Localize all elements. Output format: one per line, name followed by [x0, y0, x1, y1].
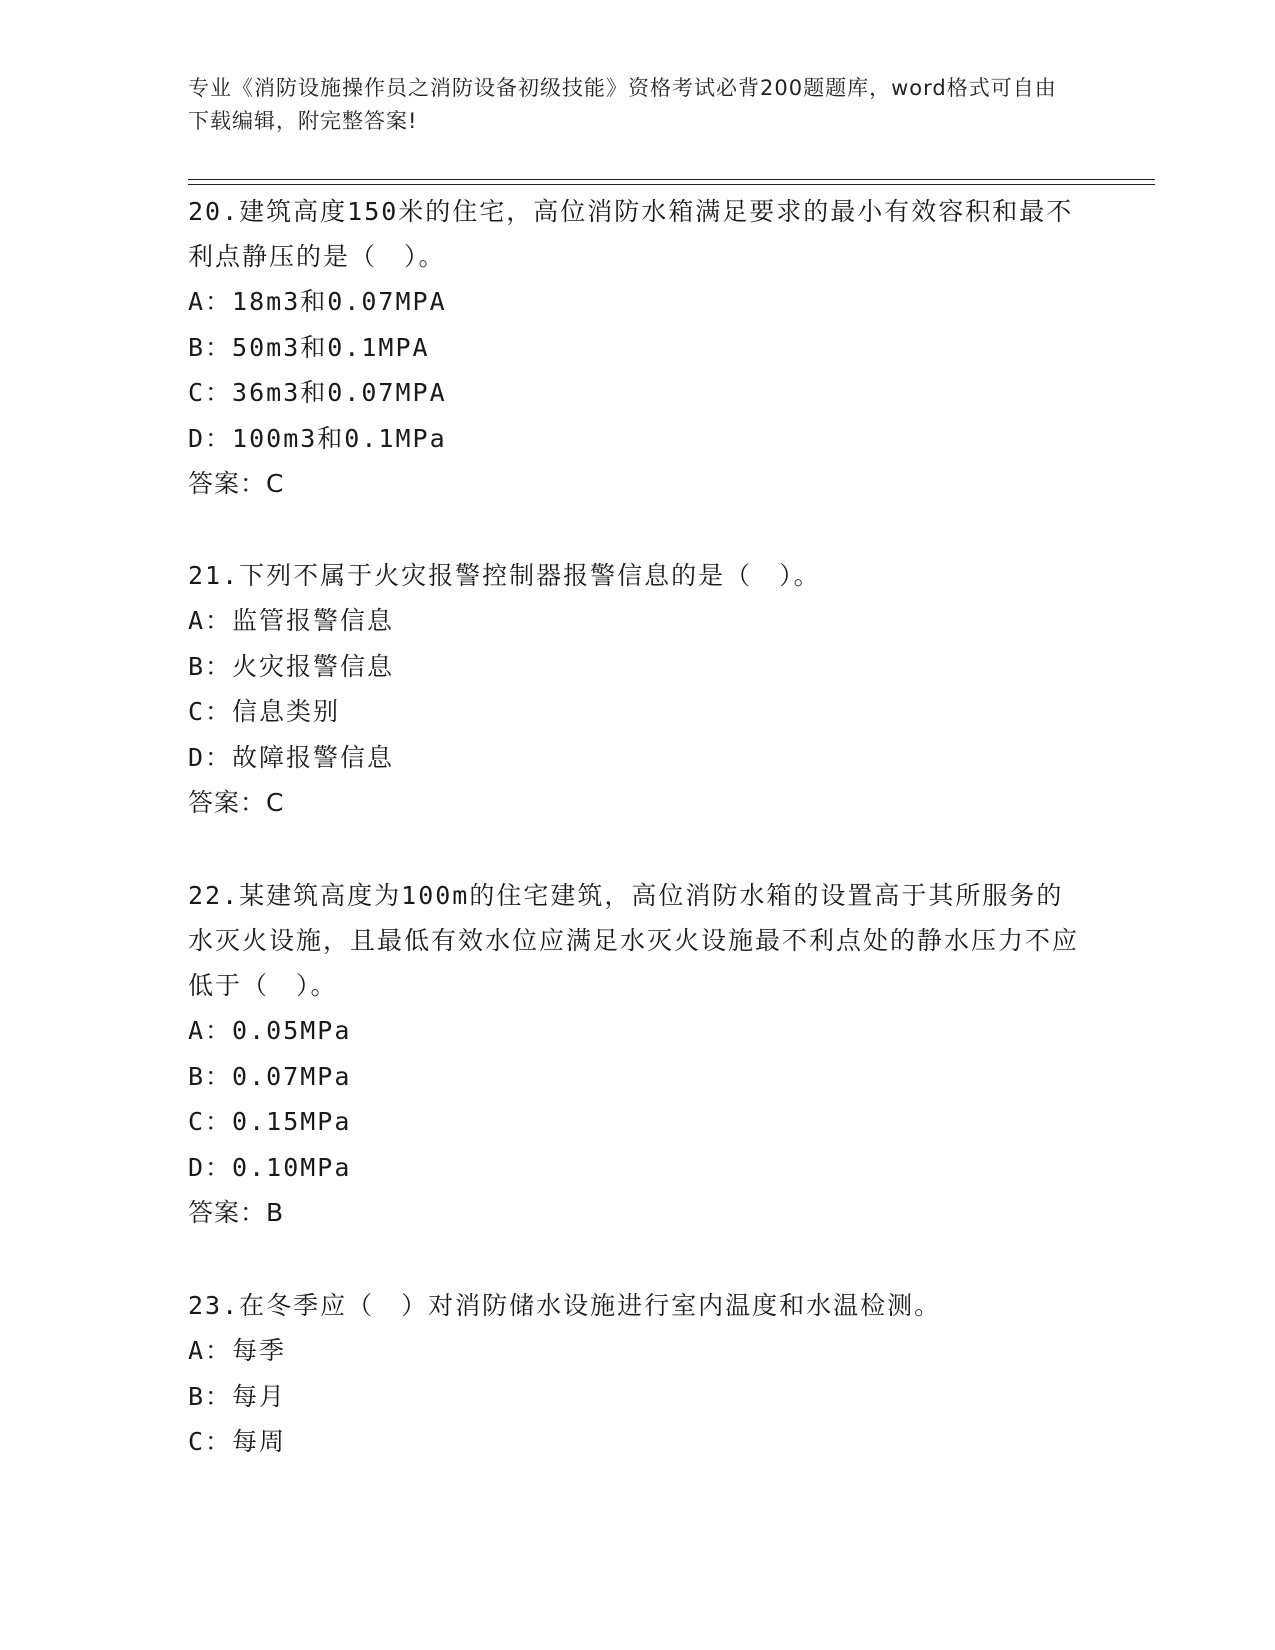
option-a: A：每季 — [188, 1336, 287, 1365]
answer: 答案：C — [188, 469, 285, 498]
question-20 — [188, 189, 1088, 506]
option-d: D：100m3和0.1MPa — [188, 423, 447, 453]
option-c: C：信息类别 — [188, 697, 341, 726]
option-d: D：0.10MPa — [188, 1152, 352, 1182]
option-b: B：50m3和0.1MPA — [188, 332, 430, 362]
question-stem: 22.某建筑高度为100m的住宅建筑，高位消防水箱的设置高于其所服务的水灭火设施，且最低有效水位应满足水灭火设施最不利点处的静水压力不应低于（ ）。 — [188, 881, 1080, 1000]
header-divider-top — [188, 179, 1155, 180]
option-b: B：每月 — [188, 1381, 287, 1411]
question-23 — [188, 1283, 1088, 1465]
option-a: A：0.05MPa — [188, 1016, 352, 1045]
question-21 — [188, 553, 1088, 825]
option-d: D：故障报警信息 — [188, 742, 395, 772]
answer: 答案：B — [188, 1198, 285, 1227]
question-stem: 23.在冬季应（ ）对消防储水设施进行室内温度和水温检测。 — [188, 1291, 942, 1320]
document-header: 专业《消防设施操作员之消防设备初级技能》资格考试必背200题题库，word格式可自由下载编辑，附完整答案! — [188, 76, 1057, 133]
option-c: C：0.15MPa — [188, 1107, 352, 1136]
question-22 — [188, 873, 1088, 1235]
question-stem: 20.建筑高度150米的住宅，高位消防水箱满足要求的最小有效容积和最不利点静压的是（ ）。 — [188, 197, 1074, 271]
question-stem: 21.下列不属于火灾报警控制器报警信息的是（ ）。 — [188, 561, 821, 590]
option-b: B：火灾报警信息 — [188, 651, 395, 681]
option-a: A：18m3和0.07MPA — [188, 287, 447, 316]
header-divider-bottom — [188, 184, 1155, 185]
answer: 答案：C — [188, 788, 285, 817]
option-a: A：监管报警信息 — [188, 606, 395, 635]
option-b: B：0.07MPa — [188, 1061, 352, 1091]
option-c: C：每周 — [188, 1427, 287, 1456]
option-c: C：36m3和0.07MPA — [188, 378, 447, 407]
